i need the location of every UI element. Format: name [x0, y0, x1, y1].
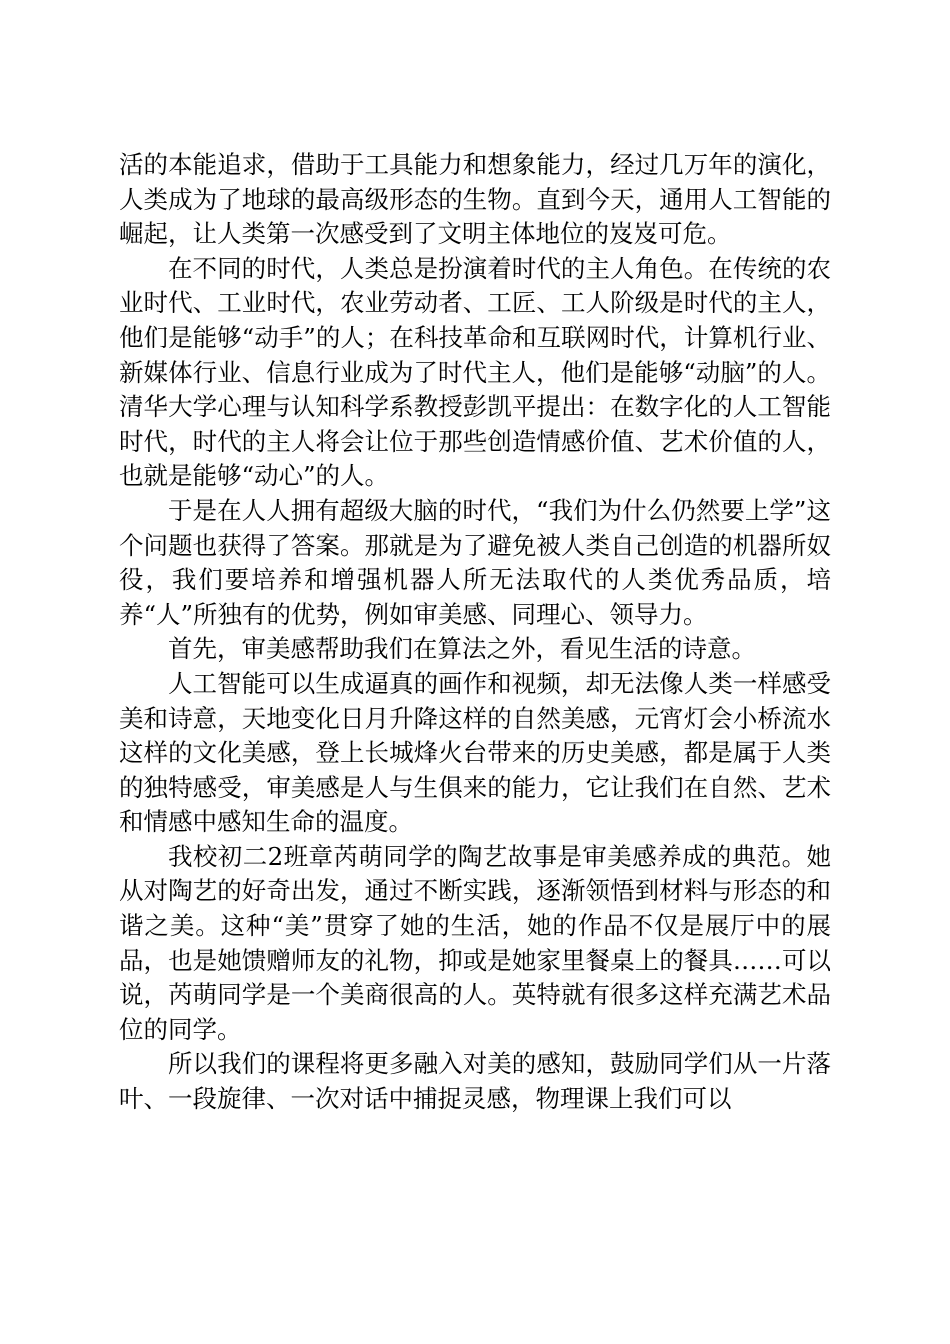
paragraph-7: 所以我们的课程将更多融入对美的感知，鼓励同学们从一片落叶、一段旋律、一次对话中捕捉灵感，物理课上我们可以	[119, 1049, 831, 1114]
paragraph-3: 于是在人人拥有超级大脑的时代，“我们为什么仍然要上学”这个问题也获得了答案。那就是为了避免被人类自己创造的机器所奴役，我们要培养和增强机器人所无法取代的人类优秀品质，培养“人”所独有的优势，例如审美感、同理心、领导力。	[119, 495, 831, 629]
paragraph-2: 在不同的时代，人类总是扮演着时代的主人角色。在传统的农业时代、工业时代，农业劳动者、工匠、工人阶级是时代的主人，他们是能够“动手”的人；在科技革命和互联网时代，计算机行业、新媒体行业、信息行业成为了时代主人，他们是能够“动脑”的人。清华大学心理与认知科学系教授彭凯平提出：在数字化的人工智能时代，时代的主人将会让位于那些创造情感价值、艺术价值的人，也就是能够“动心”的人。	[119, 253, 831, 491]
paragraph-6: 我校初二2班章芮萌同学的陶艺故事是审美感养成的典范。她从对陶艺的好奇出发，通过不断实践，逐渐领悟到材料与形态的和谐之美。这种“美”贯穿了她的生活，她的作品不仅是展厅中的展品，也是她馈赠师友的礼物，抑或是她家里餐桌上的餐具……可以说，芮萌同学是一个美商很高的人。英特就有很多这样充满艺术品位的同学。	[119, 841, 831, 1044]
paragraph-1: 活的本能追求，借助于工具能力和想象能力，经过几万年的演化，人类成为了地球的最高级形态的生物。直到今天，通用人工智能的崛起，让人类第一次感受到了文明主体地位的岌岌可危。	[119, 150, 831, 249]
paragraph-5: 人工智能可以生成逼真的画作和视频，却无法像人类一样感受美和诗意，天地变化日月升降这样的自然美感，元宵灯会小桥流水这样的文化美感，登上长城烽火台带来的历史美感，都是属于人类的独特感受，审美感是人与生俱来的能力，它让我们在自然、艺术和情感中感知生命的温度。	[119, 668, 831, 837]
document-page	[119, 148, 831, 1117]
paragraph-4: 首先，审美感帮助我们在算法之外，看见生活的诗意。	[168, 634, 756, 664]
